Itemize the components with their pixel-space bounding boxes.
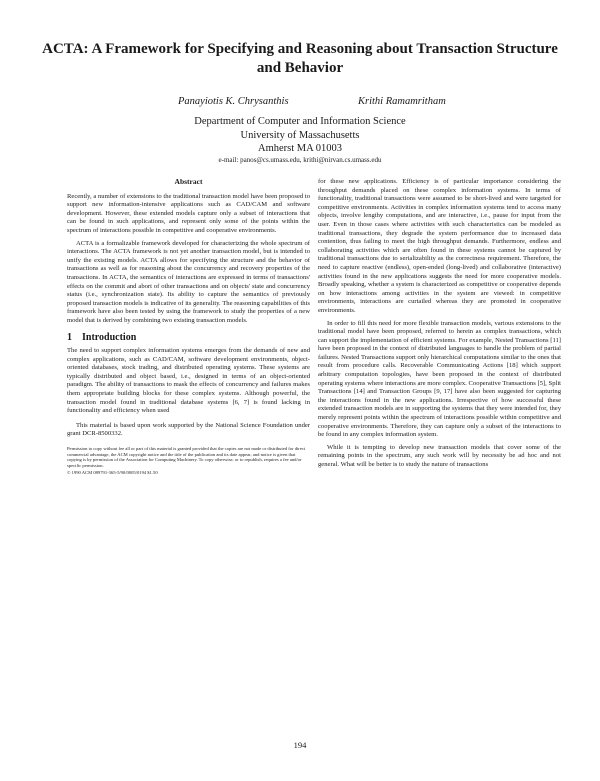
- affiliation-department: Department of Computer and Information Science: [194, 116, 406, 127]
- abstract-heading: Abstract: [174, 177, 203, 186]
- body-paragraph: While it is tempting to develop new transaction models that cover some of the remaining points in the spectrum, any such work will by necessity be ad hoc and not general. What will be better is to study the nature of transactions: [318, 443, 561, 468]
- author-email: e-mail: panos@cs.umass.edu, krithi@nirvan.cs.umass.edu: [218, 156, 382, 164]
- page-number: 194: [293, 740, 307, 750]
- section-heading: [67, 331, 310, 343]
- permission-notice: Permission to copy without fee all or part of this material is granted provided that the copies are not made or distributed for direct commercial advantage, the ACM copyright notice and the title of the publication and its date appear, and notice is given that copying is by permission of the Association for Computing Machinery. To copy otherwise, or to republish, requires a fee and/or specific permission.: [67, 446, 306, 469]
- author-1: Panayiotis K. Chrysanthis: [178, 96, 289, 107]
- section-title: Introduction: [82, 331, 137, 343]
- body-paragraph: for these new applications. Efficiency is of particular importance considering the throughput demands placed on these complex information systems. In terms of functionality, traditional transactions were assumed to be short-lived and were targeted for competitive environments. Activities in complex information systems tend to access many objects, involve lengthy computations, and are interactive, i.e., pause for input from the user. Even in those cases where activities with such characteristics can be modeled as traditional transactions, they degrade the system performance due to increased data contention, thus failing to meet the high throughput demands. Furthermore, endless and collaborating activities which are often found in these systems cannot be captured by traditional transactions due to serializability as the correctness requirement. Therefore, the need to capture reactive (endless), open-ended (long-lived) and collaborative (interactive) activities found in the new applications suggests the need for more cooperative models. Broadly speaking, whether a system is characterized as competitive or cooperative depends on how interactions among activities in the system are viewed: in competitive environments, interactions are curtailed whereas they are promoted in cooperative environments.: [318, 178, 561, 314]
- affiliation-city: Amherst MA 01003: [258, 143, 342, 154]
- abstract-paragraph: ACTA is a formalizable framework developed for characterizing the whole spectrum of interactions. The ACTA framework is not yet another transaction model, but is intended to unify the existing models. ACTA allows for specifying the structure and the behavior of transactions as well as for reasoning about the concurrency and recovery properties of the transactions. In ACTA, the semantics of interactions are expressed in terms of transactions' effects on the commit and abort of other transactions and on objects' state and concurrency status (i.e., synchronization state). Its ability to capture the semantics of previously proposed transaction models is indicative of its generality. The reasoning capabilities of this framework have also been tested by using the framework to study the properties of a new model that is derived by combining two existing transaction models.: [67, 239, 310, 324]
- author-list: [0, 96, 600, 112]
- body-paragraph: The need to support complex information systems emerges from the demands of new and complex applications, such as CAD/CAM, software development environments, object-oriented databases, stock trading, and distributed operating systems. These systems are typically distributed and object based, i.e., designed in terms of an object-oriented paradigm. The ability of transactions to mask the effects of concurrency and failures makes them appropriate building blocks for these complex systems. Although powerful, the transaction model found in traditional database systems [6, 7] is found lacking in functionality and efficiency when used: [67, 347, 310, 415]
- paper-title: ACTA: A Framework for Specifying and Reasoning about Transaction Structure and Behavior: [42, 41, 558, 76]
- right-column: [318, 178, 561, 474]
- affiliation-university: University of Massachusetts: [240, 129, 360, 141]
- left-column: [67, 178, 310, 475]
- body-paragraph: In order to fill this need for more flexible transaction models, various extensions to the traditional model have been proposed, referred to herein as complex transactions, which can support the implementation of efficient systems. For example, Nested Transactions [11] have been proposed in the context of distributed languages to handle the problem of partial failures. Nested Transactions support only hierarchical computations similar to the ones that result from procedure calls. Recoverable Communicating Actions [18] which support arbitrary computation topologies, have been proposed in the context of distributed operating systems where interactions are more complex. Cooperative Transactions [5], Split Transactions [14] and Transaction Groups [9, 17] have also been suggested for capturing the interactions found in the new applications. Irrespective of how successful these extended transaction models are in supporting the systems that they were intended for, they merely represent points within the spectrum of interactions possible within competitive and cooperative environments. Therefore, they can capture only a subset of the interactions to be found in any complex information system.: [318, 319, 561, 439]
- author-2: Krithi Ramamritham: [358, 96, 446, 107]
- copyright-notice: © 1990 ACM 089791-365-5/90/0005/0194 $1.50: [67, 469, 158, 475]
- section-number: 1: [67, 331, 72, 343]
- abstract-paragraph: Recently, a number of extensions to the traditional transaction model have been proposed to support new information-intensive applications such as CAD/CAM and software development. However, these extended models capture only a subset of interactions that can be found in such applications, and represent only some of the points within the spectrum of interactions possible in competitive and cooperative environments.: [67, 192, 310, 234]
- affiliation: [0, 115, 600, 156]
- footnote: This material is based upon work supported by the National Science Foundation under grant DCR-8500332.: [67, 421, 310, 438]
